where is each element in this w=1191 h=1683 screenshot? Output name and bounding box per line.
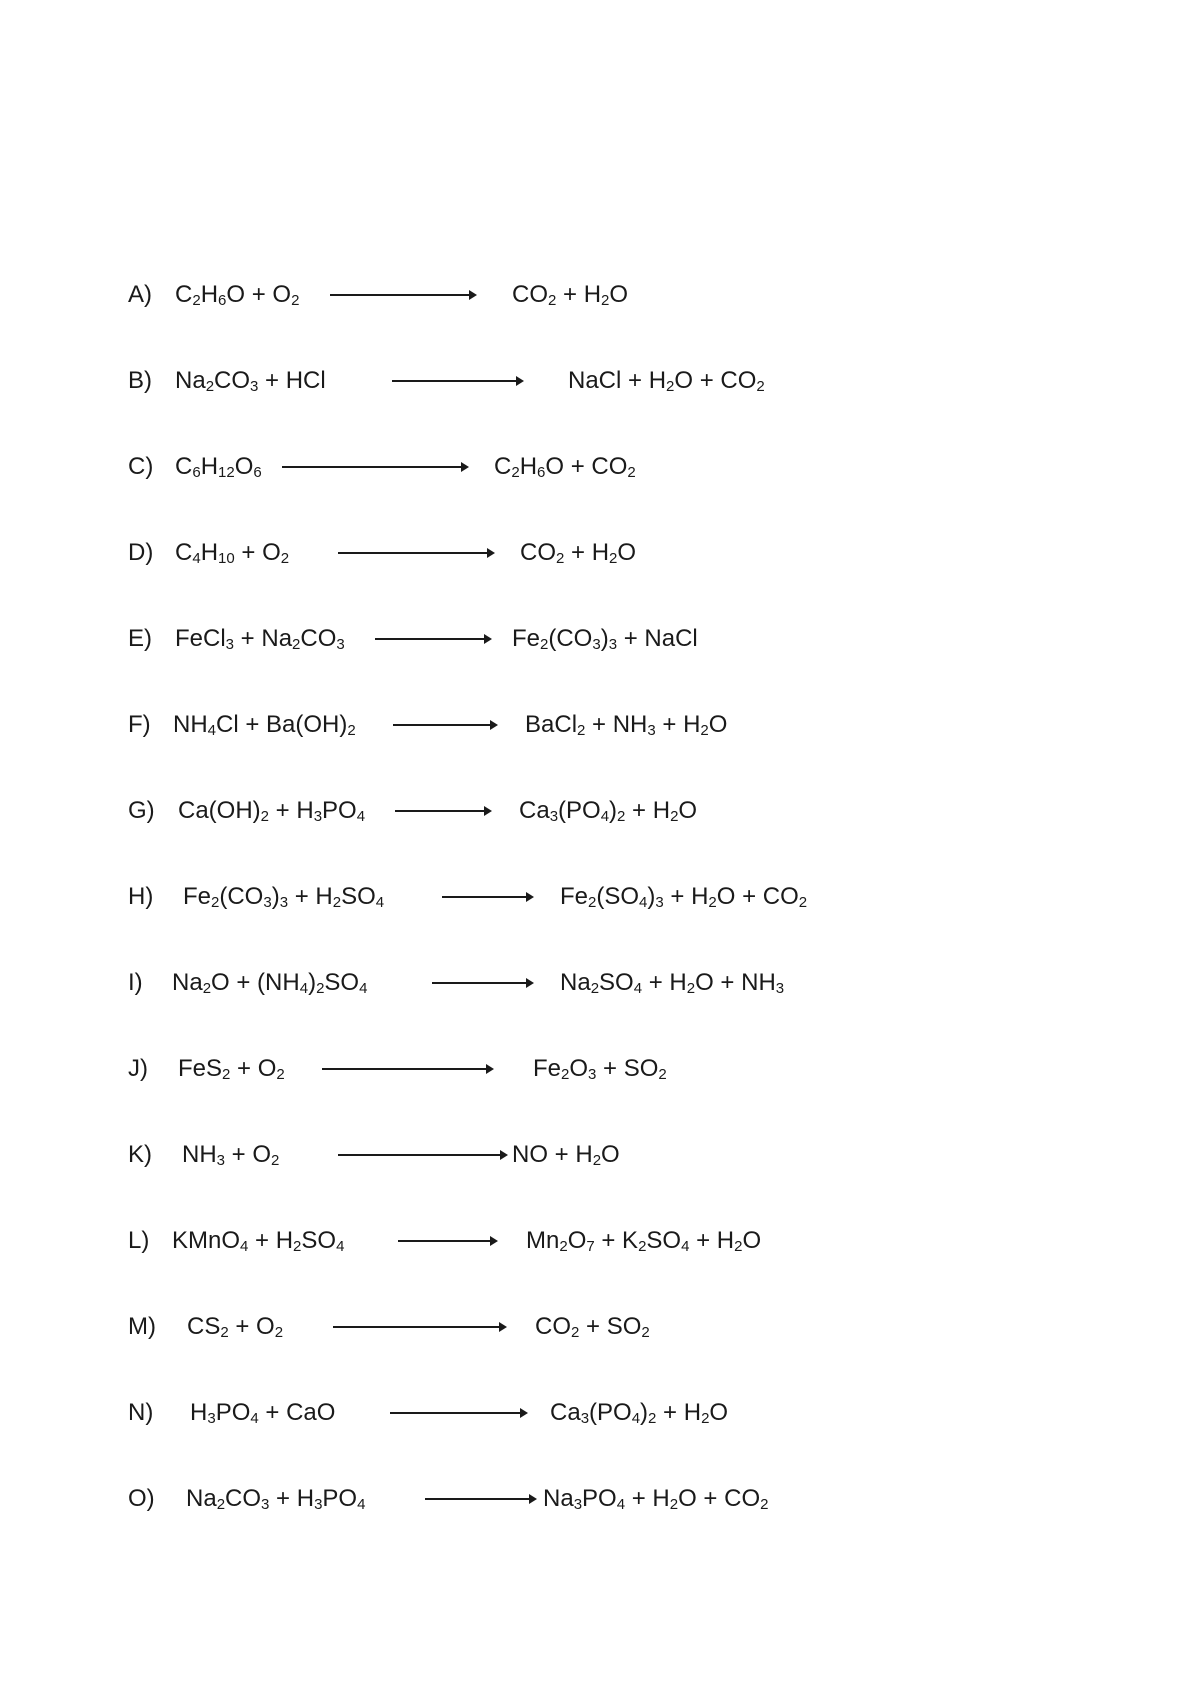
equation-row	[0, 705, 1191, 745]
products: $Mn_2O_7 + K_2SO_4 + H_2O$	[526, 1227, 762, 1255]
products: $Ca_3(PO_4)_2 + H_2O$	[519, 797, 698, 825]
reactants: $Na_2CO_3 + H_3PO_4$	[186, 1485, 366, 1513]
equation-row	[0, 447, 1191, 487]
reaction-arrow	[442, 896, 532, 898]
equation-label: M)	[128, 1313, 156, 1340]
equation-label: G)	[128, 797, 155, 824]
reactants: $CS_2 + O_2$	[187, 1313, 284, 1341]
reaction-arrow	[398, 1240, 496, 1242]
equation-row	[0, 791, 1191, 831]
reactants: $Na_2O + (NH_4)_2SO_4$	[172, 969, 368, 997]
reaction-arrow	[393, 724, 496, 726]
reaction-arrow	[425, 1498, 535, 1500]
reaction-arrow	[322, 1068, 492, 1070]
reactants: KMnO$_4$ + $H_2SO_4$	[172, 1227, 345, 1255]
equation-row	[0, 275, 1191, 315]
equation-label: F)	[128, 711, 151, 738]
equation-label: D)	[128, 539, 154, 566]
products: $Ca_3(PO_4)_2 + H_2O$	[550, 1399, 729, 1427]
products: NO + $H_2O$	[512, 1141, 620, 1169]
products: $CO_2 + H_2O$	[520, 539, 637, 567]
equation-row	[0, 619, 1191, 659]
equation-row	[0, 1135, 1191, 1175]
products: $CO_2 + H_2O$	[512, 281, 629, 309]
equation-label: L)	[128, 1227, 150, 1254]
equation-label: O)	[128, 1485, 155, 1512]
reactants: $NH_4Cl + Ba(OH)_2$	[173, 711, 356, 739]
reactants: FeCl$_3$ + $Na_2CO_3$	[175, 625, 345, 653]
equation-row	[0, 361, 1191, 401]
reaction-arrow	[333, 1326, 505, 1328]
equation-label: I)	[128, 969, 143, 996]
equation-label: K)	[128, 1141, 152, 1168]
equation-row	[0, 877, 1191, 917]
equation-row	[0, 1049, 1191, 1089]
products: $Na_3PO_4 + H_2O + CO_2$	[543, 1485, 769, 1513]
equation-row	[0, 1393, 1191, 1433]
reactants: $Fe_2(CO_3)_3 + H_2SO_4$	[183, 883, 385, 911]
products: NaCl + $H_2O + CO_2$	[568, 367, 765, 395]
reaction-arrow	[338, 552, 493, 554]
reactants: $Na_2CO_3$ + HCl	[175, 367, 326, 395]
products: $CO_2 + SO_2$	[535, 1313, 650, 1341]
products: $Fe_2(CO_3)_3$ + NaCl	[512, 625, 698, 653]
equation-label: H)	[128, 883, 154, 910]
equation-row	[0, 1307, 1191, 1347]
reaction-arrow	[330, 294, 475, 296]
reaction-arrow	[432, 982, 532, 984]
reactants: $C_4H_{10} + O_2$	[175, 539, 290, 567]
reactants: $FeS_2 + O_2$	[178, 1055, 285, 1083]
reactants: $NH_3 + O_2$	[182, 1141, 280, 1169]
reaction-arrow	[375, 638, 490, 640]
equation-label: J)	[128, 1055, 148, 1082]
products: $Na_2SO_4 + H_2O + NH_3$	[560, 969, 785, 997]
products: BaCl$_2$ + $NH_3 + H_2O$	[525, 711, 728, 739]
equation-row	[0, 963, 1191, 1003]
equation-row	[0, 1479, 1191, 1519]
equation-row	[0, 533, 1191, 573]
reactants: $Ca(OH)_2 + H_3PO_4$	[178, 797, 366, 825]
reaction-arrow	[390, 1412, 526, 1414]
reactants: $C_2H_6O + O_2$	[175, 281, 300, 309]
equation-label: A)	[128, 281, 152, 308]
equation-label: N)	[128, 1399, 154, 1426]
equation-label: B)	[128, 367, 152, 394]
reaction-arrow	[338, 1154, 506, 1156]
equation-label: C)	[128, 453, 154, 480]
reaction-arrow	[395, 810, 490, 812]
reaction-arrow	[282, 466, 467, 468]
products: $Fe_2O_3 + SO_2$	[533, 1055, 667, 1083]
reactants: $H_3PO_4$ + CaO	[190, 1399, 336, 1427]
equation-row	[0, 1221, 1191, 1261]
products: $Fe_2(SO_4)_3 + H_2O + CO_2$	[560, 883, 808, 911]
products: $C_2H_6O + CO_2$	[494, 453, 636, 481]
equation-label: E)	[128, 625, 152, 652]
reactants: $C_6H_{12}O_6$	[175, 453, 262, 481]
reaction-arrow	[392, 380, 522, 382]
